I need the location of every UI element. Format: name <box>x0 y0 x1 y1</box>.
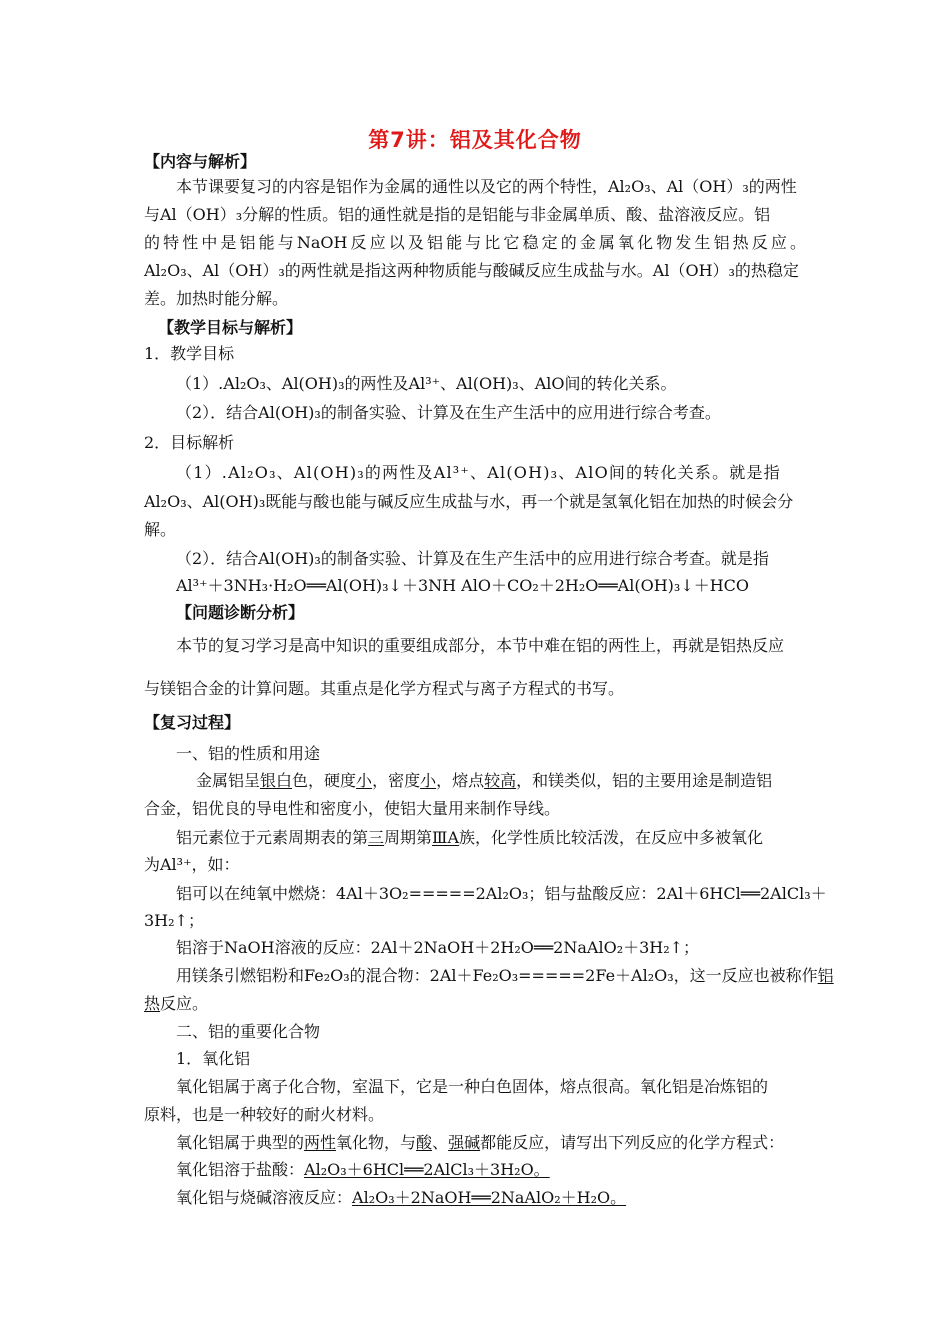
underline-equation-hcl: Al₂O₃＋6HCl══2AlCl₃＋3H₂O。 <box>304 1160 550 1179</box>
underline-density: 小 <box>420 771 437 790</box>
reaction-burn-and-hcl: 铝可以在纯氧中燃烧：4Al＋3O₂=====2Al₂O₃；铝与盐酸反应：2Al＋6HCl══2AlCl₃＋ <box>176 884 827 903</box>
reaction-hcl-cont: 3H₂↑； <box>144 911 204 930</box>
alumina-amphoteric: 氧化铝属于典型的两性氧化物，与酸、强碱都能反应，请写出下列反应的化学方程式： <box>176 1133 785 1152</box>
underline-hardness: 小 <box>356 771 373 790</box>
intro-line-2: 与Al（OH）₃分解的性质。铝的通性就是指的是铝能与非金属单质、酸、盐溶液反应。铝 <box>144 205 771 224</box>
analysis-line-4: （2）．结合Al(OH)₃的制备实验、计算及在生产生活中的应用进行综合考查。就是指 <box>176 549 769 568</box>
underline-melting-point: 较高 <box>484 771 517 790</box>
review-subheading-1: 一、铝的性质和用途 <box>176 744 321 763</box>
reaction-thermite-cont: 热反应。 <box>144 994 209 1013</box>
diagnosis-line-1: 本节的复习学习是高中知识的重要组成部分，本节中难在铝的两性上，再就是铝热反应 <box>176 636 785 655</box>
section-heading-diagnosis: 【问题诊断分析】 <box>176 603 305 622</box>
intro-line-3: 的特性中是铝能与NaOH反应以及铝能与比它稳定的金属氧化物发生铝热反应。 <box>144 233 806 252</box>
underline-strong-base: 强碱 <box>448 1133 481 1152</box>
underline-amphoteric: 两性 <box>304 1133 337 1152</box>
review-para-2-line-2: 为Al³⁺，如： <box>144 855 240 874</box>
intro-line-1: 本节课要复习的内容是铝作为金属的通性以及它的两个特性，Al₂O₃、Al（OH）₃的两性 <box>176 177 797 196</box>
alumina-para-line-2: 原料，也是一种较好的耐火材料。 <box>144 1105 385 1124</box>
goals-heading-1: 1．教学目标 <box>144 344 235 363</box>
analysis-line-1: （1）.Al₂O₃、Al(OH)₃的两性及Al³⁺、Al(OH)₃、AlO间的转化关系。就是指 <box>176 463 781 482</box>
alumina-naoh: 氧化铝与烧碱溶液反应：Al₂O₃＋2NaOH══2NaAlO₂＋H₂O。 <box>176 1188 627 1207</box>
diagnosis-line-2: 与镁铝合金的计算问题。其重点是化学方程式与离子方程式的书写。 <box>144 679 625 698</box>
section-heading-review: 【复习过程】 <box>144 713 241 732</box>
page-title: 第7讲：铝及其化合物 <box>368 128 582 152</box>
reaction-thermite: 用镁条引燃铝粉和Fe₂O₃的混合物：2Al＋Fe₂O₃=====2Fe＋Al₂O₃，这一反应也被称作铝 <box>176 966 834 985</box>
underline-period: 三 <box>368 828 385 847</box>
alumina-hcl: 氧化铝溶于盐酸：Al₂O₃＋6HCl══2AlCl₃＋3H₂O。 <box>176 1160 550 1179</box>
underline-thermite-1: 铝 <box>817 966 834 985</box>
underline-group: ⅢA <box>432 828 460 847</box>
analysis-equations: Al³⁺＋3NH₃·H₂O══Al(OH)₃↓＋3NH AlO＋CO₂＋2H₂O══Al(OH)₃↓＋HCO <box>176 576 750 595</box>
review-para-1-line-2: 合金，铝优良的导电性和密度小，使铝大量用来制作导线。 <box>144 799 561 818</box>
intro-line-5: 差。加热时能分解。 <box>144 289 289 308</box>
analysis-line-2: Al₂O₃、Al(OH)₃既能与酸也能与碱反应生成盐与水，再一个就是氢氧化铝在加热的时候会分 <box>144 492 794 511</box>
review-subheading-2: 二、铝的重要化合物 <box>176 1022 321 1041</box>
goal-item-2: （2）．结合Al(OH)₃的制备实验、计算及在生产生活中的应用进行综合考查。 <box>176 403 721 422</box>
goal-item-1: （1）.Al₂O₃、Al(OH)₃的两性及Al³⁺、Al(OH)₃、AlO间的转化关系。 <box>176 374 677 393</box>
underline-acid: 酸 <box>416 1133 433 1152</box>
underline-silver-white: 银白 <box>260 771 293 790</box>
underline-equation-naoh: Al₂O₃＋2NaOH══2NaAlO₂＋H₂O。 <box>352 1188 627 1207</box>
section-heading-content: 【内容与解析】 <box>144 152 257 171</box>
underline-thermite-2: 热 <box>144 994 161 1013</box>
intro-line-4: Al₂O₃、Al（OH）₃的两性就是指这两种物质能与酸碱反应生成盐与水。Al（OH）₃的热稳定 <box>144 261 799 280</box>
goals-heading-2: 2．目标解析 <box>144 433 235 452</box>
section-heading-goals: 【教学目标与解析】 <box>158 318 303 337</box>
analysis-line-3: 解。 <box>144 520 177 539</box>
alumina-para-line-1: 氧化铝属于离子化合物，室温下，它是一种白色固体，熔点很高。氧化铝是冶炼铝的 <box>176 1077 769 1096</box>
reaction-naoh: 铝溶于NaOH溶液的反应：2Al＋2NaOH＋2H₂O══2NaAlO₂＋3H₂↑； <box>176 938 700 957</box>
review-para-1-line-1: 金属铝呈银白色，硬度小，密度小，熔点较高，和镁类似，铝的主要用途是制造铝 <box>196 771 773 790</box>
review-subheading-3: 1．氧化铝 <box>176 1049 251 1068</box>
review-para-2-line-1: 铝元素位于元素周期表的第三周期第ⅢA族，化学性质比较活泼，在反应中多被氧化 <box>176 828 764 847</box>
